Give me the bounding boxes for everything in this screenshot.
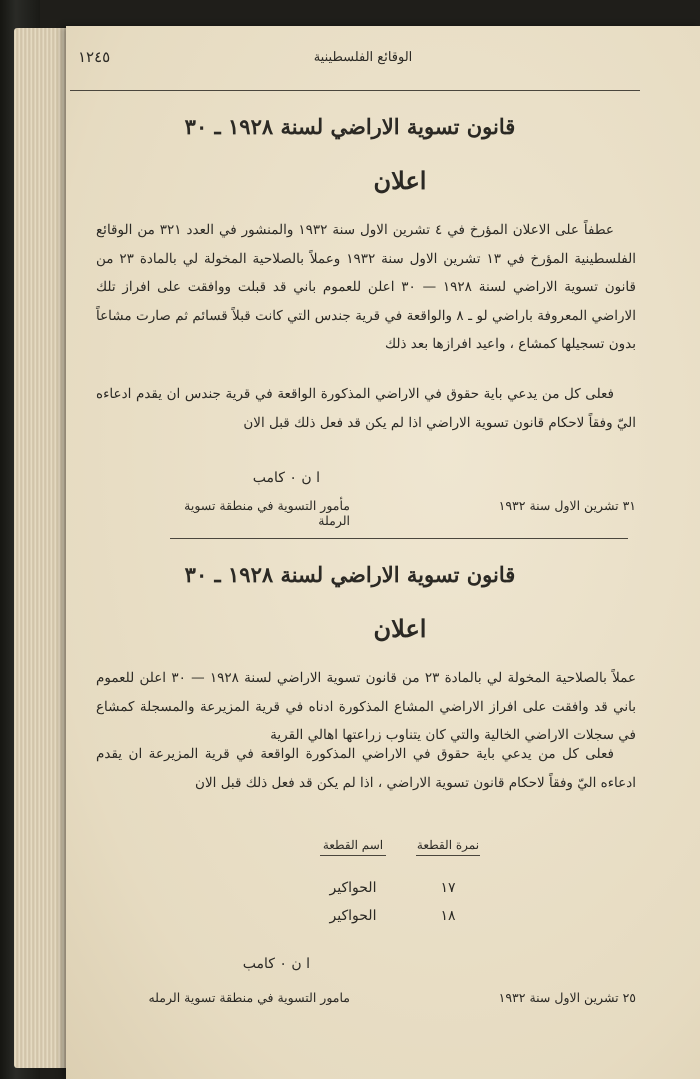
notice2-paragraph-2: فعلى كل من يدعي باية حقوق في الاراضي المذكورة الواقعة في قرية المزيرعة ان يقدم ادعاءه اليّ وفقاً لاحكام قانون تسوية الاراضي ، اذا لم يكن قد فعل ذلك قبل الان [96,746,636,791]
notice1-subtitle: اعلان [373,166,427,195]
notice2-subtitle: اعلان [373,614,427,643]
header-rule [70,90,640,91]
notice1-paragraph-2: فعلى كل من يدعي باية حقوق في الاراضي المذكورة الواقعة في قرية جندس ان يقدم ادعاءه اليّ وفقاً لاحكام قانون تسوية الاراضي اذا لم يكن قد فعل ذلك قبل الان [96,386,636,431]
notice2-title: قانون تسوية الاراضي لسنة ١٩٢٨ ـ ٣٠ [184,562,516,587]
table-cell-number: ١٧ [440,880,456,896]
notice2-paragraph-1: عملاً بالصلاحية المخولة لي بالمادة ٢٣ من قانون تسوية الاراضي لسنة ١٩٢٨ — ٣٠ اعلن للعموم باني قد وافقت على افراز الاراضي المشاع المذكورة ادناه في قرية المزيرعة والمسجلة كمشاع في سجلات الاراضي الخالية والتي كان يتناوب زراعتها اهالي القرية [96,670,637,743]
notice1-paragraph-1: عطفاً على الاعلان المؤرخ في ٤ تشرين الاول سنة ١٩٣٢ والمنشور في العدد ٣٢١ من الوقائع الفلسطينية المؤرخ في ١٣ تشرين الاول سنة ١٩٣٢ وعملاً بالصلاحية المخولة لي بالمادة ٢٣ من قانون تسوية الاراضي لسنة ١٩٢٨ — ٣٠ اعلن للعموم باني قد قبلت ووافقت على افراز تلك الاراضي المعروفة باراضي لو ـ ٨ والواقعة في قرية جندس التي كانت قبلاً قسائم ثم صارت مشاعاً بدون تسجيلها كمشاع ، واعيد افرازها بعد ذلك [96,222,636,352]
table-cell-number: ١٨ [440,908,456,924]
page-header [78,48,648,72]
notice2-signature-initials: ا ن ٠ كامب [242,956,310,972]
table-cell-name: الحواكير [329,880,377,896]
notice1-title: قانون تسوية الاراضي لسنة ١٩٢٨ ـ ٣٠ [184,114,516,139]
table-cell-name: الحواكير [329,908,377,924]
table-header-parcel-name: اسم القطعة [320,838,386,856]
notice1-signature-initials: ا ن ٠ كامب [252,470,320,486]
section-divider [170,538,628,539]
notice1-date: ٣١ تشرين الاول سنة ١٩٣٢ [498,498,636,513]
page-number: ١٢٤٥ [78,48,111,66]
notice2-date: ٢٥ تشرين الاول سنة ١٩٣٢ [498,990,636,1005]
table-header-parcel-number: نمرة القطعة [416,838,480,856]
notice2-signature-title: مامور التسوية في منطقة تسوية الرمله [148,990,350,1005]
page-edges [14,28,72,1068]
running-title: الوقائع الفلسطينية [313,50,413,65]
notice1-signature-title: مأمور التسوية في منطقة تسوية الرملة [184,498,350,528]
